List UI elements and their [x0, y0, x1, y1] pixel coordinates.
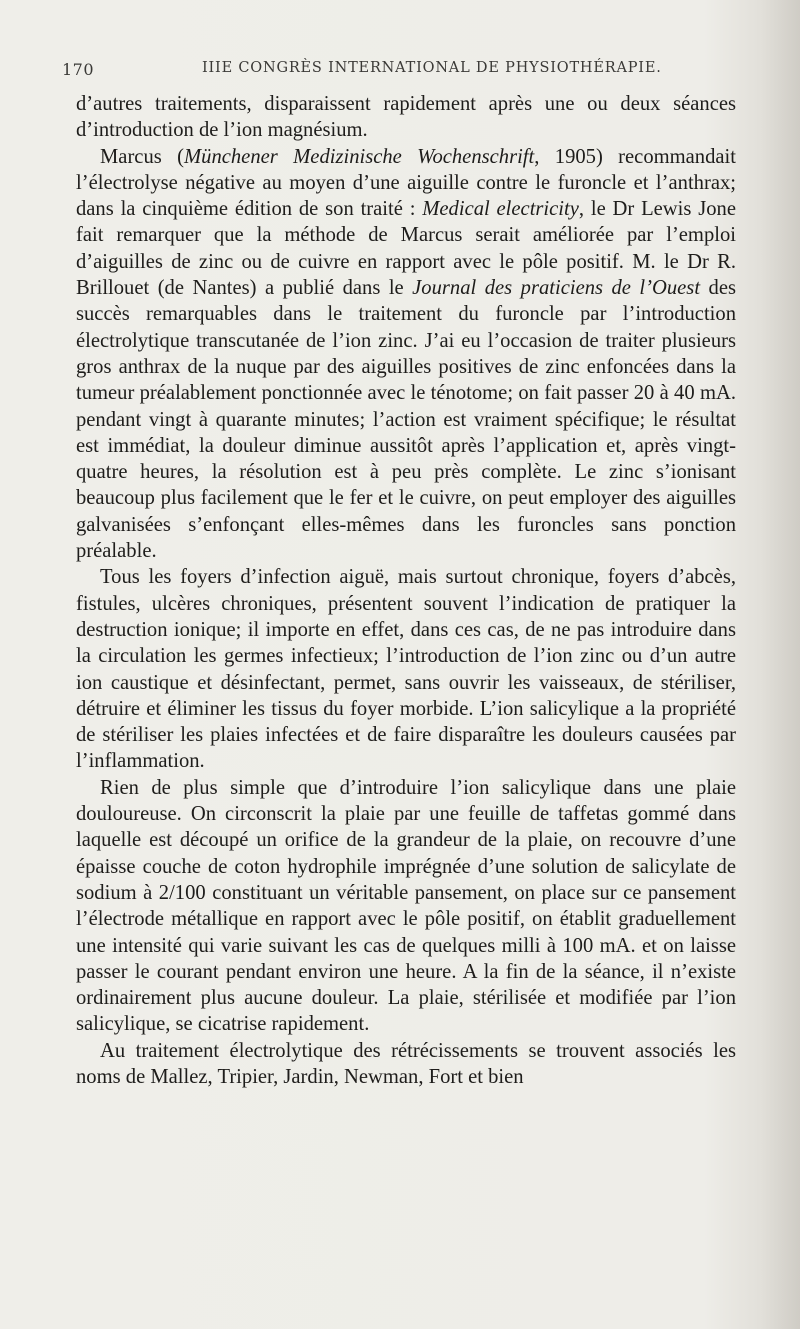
paragraph [76, 1038, 736, 1091]
text-run: des succès remarquables dans le traitement du furoncle par l’introduction électrolytique transcutanée de l’ion zinc. J’ai eu l’occasion de traiter plusieurs gros anthrax de la nuque par des aiguilles positives de zinc enfoncées dans la tumeur préalablement ponctionnée avec le ténotome; on fait passer 20 à 40 mA. pendant vingt à quarante minutes; l’action est vraiment spécifique; le résultat est immédiat, la douleur diminue aussitôt après l’application et, après vingt-quatre heures, la résolution est à peu près complète. Le zinc s’ionisant beaucoup plus facilement que le fer et le cuivre, on peut employer des aiguilles galvanisées s’enfonçant elles-mêmes dans les furoncles sans ponction préalable. [76, 277, 736, 563]
page-body-text [76, 91, 736, 1090]
running-header [62, 60, 752, 84]
paragraph [76, 91, 736, 144]
running-title: IIIE CONGRÈS INTERNATIONAL DE PHYSIOTHÉRAPIE. [202, 60, 662, 76]
text-run: Au traitement électrolytique des rétrécissements se trouvent associés les noms de Mallez, Tripier, Jardin, Newman, Fort et bien [76, 1039, 736, 1088]
paragraph [76, 775, 736, 1038]
text-run: , 1905) recommandait l’électrolyse négative au moyen d’une aiguille contre le furoncle et l’anthrax; dans la cinquième édition de son traité : [76, 145, 736, 221]
text-run: d’autres traitements, disparaissent rapidement après une ou deux séances d’introduction de l’ion magnésium. [76, 93, 736, 142]
text-run: Tous les foyers d’infection aiguë, mais surtout chronique, foyers d’abcès, fistules, ulcères chroniques, présentent souvent l’indication de pratiquer la destruction ionique; il importe en effet, dans ces cas, de ne pas introduire dans la circulation les germes infectieux; l’introduction de l’ion zinc ou d’un autre ion caustique et désinfectant, permet, sans ouvrir les vaisseaux, de stériliser, détruire et éliminer les tissus du foyer morbide. L’ion salicylique a la propriété de stériliser les plaies infectées et de faire disparaître les douleurs causées par l’inflammation. [76, 566, 736, 773]
text-run: Marcus ( [100, 145, 184, 168]
italic-title: Medical electricity [422, 198, 579, 221]
text-run: , le Dr Lewis Jone fait remarquer que la méthode de Marcus serait améliorée par l’emploi d’aiguilles de zinc ou de cuivre en rapport avec le pôle positif. M. le Dr R. Brillouet (de Nantes) a publié dans le [76, 198, 736, 300]
italic-title: Münchener Medizinische Wochenschrift [184, 145, 535, 168]
text-run: Rien de plus simple que d’introduire l’ion salicylique dans une plaie douloureuse. On circonscrit la plaie par une feuille de taffetas gommé dans laquelle est découpé un orifice de la grandeur de la plaie, on recouvre d’une épaisse couche de coton hydrophile imprégnée d’une solution de salicylate de sodium à 2/100 constituant un véritable pansement, on place sur ce pansement l’électrode métallique en rapport avec le pôle positif, on établit graduellement une intensité qui varie suivant les cas de quelques milli à 100 mA. et on laisse passer le courant pendant environ une heure. A la fin de la séance, il n’existe ordinairement plus aucune douleur. La plaie, stérilisée et modifiée par l’ion salicylique, se cicatrise rapidement. [76, 776, 736, 1036]
italic-title: Journal des praticiens de l’Ouest [412, 277, 701, 300]
paragraph [76, 144, 736, 565]
paragraph [76, 564, 736, 774]
page-number: 170 [62, 60, 95, 79]
